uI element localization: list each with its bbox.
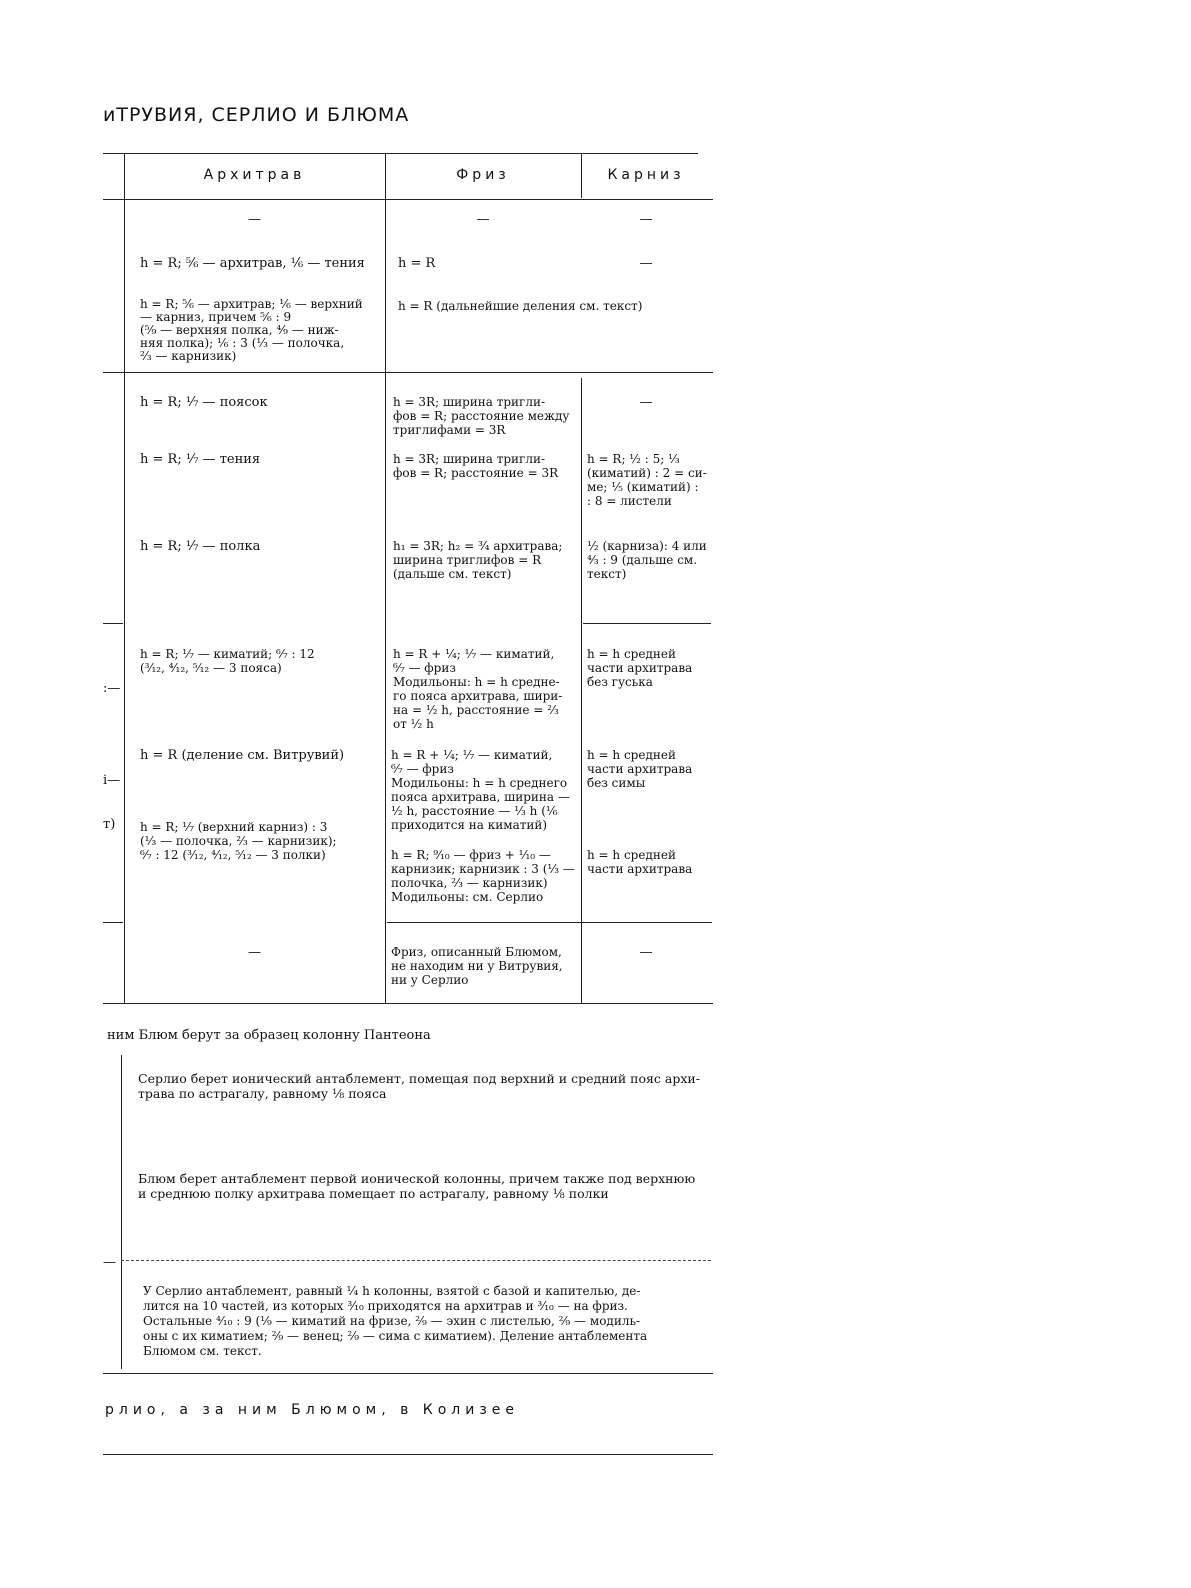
row-5-architrave: h = R; ¹⁄₇ — полка (140, 539, 261, 554)
caption-pantheon: ним Блюм берут за образец колонну Пантеона (107, 1028, 431, 1043)
row-6-architrave: h = R; ¹⁄₇ — киматий; ⁶⁄₇ : 12 (³⁄₁₂, ⁴⁄₁₂, ⁵⁄₁₂ — 3 пояса) (140, 647, 315, 675)
table-header-rule (103, 199, 713, 200)
row-7-frieze: h = R + ¹⁄₄; ¹⁄₇ — киматий, ⁶⁄₇ — фриз Модильоны: h = h среднего пояса архитрава, ширина — ½ h, расстояние — ¹⁄₃ h (¹⁄₆ приходится на киматий) (391, 748, 570, 832)
table-group-rule-2 (103, 623, 123, 624)
table-group-rule-3b (387, 922, 712, 923)
page-bottom-rule (103, 1454, 713, 1455)
row-0-cornice: — (639, 212, 653, 227)
page-title: иТРУВИЯ, СЕРЛИО И БЛЮМА (103, 104, 410, 126)
row-0-architrave: — (248, 212, 261, 227)
row-1-cornice: — (639, 256, 653, 271)
row-4-cornice: h = R; ½ : 5; ¹⁄₃ (киматий) : 2 = си- ме; ¹⁄₅ (киматий) : : 8 = листели (587, 452, 707, 508)
header-cornice: Карниз (607, 167, 685, 183)
row-8-architrave: h = R; ¹⁄₇ (верхний карниз) : 3 (¹⁄₃ — полочка, ²⁄₃ — карнизик); ⁶⁄₇ : 12 (³⁄₁₂, ⁴⁄₁₂, ⁵⁄₁₂ — 3 полки) (140, 820, 337, 862)
caption-colosseum: рлио, а за ним Блюмом, в Колизее (105, 1402, 520, 1418)
note-blum-ionic: Блюм берет антаблемент первой ионической колонны, причем также под верхнюю и среднюю полку архитрава помещает по астрагалу, равному ¹⁄₈ полки (138, 1171, 696, 1201)
row-8-cornice: h = h средней части архитрава (587, 848, 693, 876)
row-6-frieze: h = R + ¹⁄₄; ¹⁄₇ — киматий, ⁶⁄₇ — фриз Модильоны: h = h средне- го пояса архитрава, шири- на = ½ h, расстояние = ²⁄₃ от ½ h (393, 647, 563, 731)
row-3-architrave: h = R; ¹⁄₇ — поясок (140, 395, 268, 410)
margin-mark-3: т) (103, 817, 116, 832)
note-serlio-entablature: У Серлио антаблемент, равный ¹⁄₄ h колонны, взятой с базой и капителью, де- лится на 10 частей, из которых ³⁄₁₀ приходятся на архитрав и ³⁄₁₀ — на фриз. Остальные ⁴⁄₁₀ : 9 (¹⁄₉ — киматий на фризе, ²⁄₉ — эхин с листелью, ²⁄₉ — модиль- оны с их киматием; ²⁄₉ — венец; ²⁄₉ — сима с киматием). Деление антаблемента Блюмом см. текст. (143, 1284, 648, 1358)
row-9-architrave: — (248, 945, 261, 960)
table-col-divider-3b (581, 378, 582, 1003)
row-7-architrave: h = R (деление см. Витрувий) (140, 748, 345, 763)
margin-mark-2: і— (103, 773, 121, 788)
row-3-cornice: — (639, 395, 653, 410)
table-top-rule (103, 153, 698, 154)
row-5-cornice: ½ (карниза): 4 или ⁴⁄₃ : 9 (дальше см. текст) (587, 539, 707, 581)
row-7-cornice: h = h средней части архитрава без симы (587, 748, 693, 790)
notes-bottom-rule (103, 1373, 713, 1374)
row-0-frieze: — (476, 212, 490, 227)
header-frieze: Фриз (456, 167, 510, 183)
row-1-frieze: h = R (398, 256, 436, 271)
table-col-divider-1 (124, 153, 125, 1003)
notes-left-rule (121, 1055, 122, 1369)
header-architrave: Архитрав (203, 167, 306, 183)
row-2-architrave: h = R; ⁵⁄₆ — архитрав; ¹⁄₆ — верхний — карниз, причем ⁵⁄₆ : 9 (⁵⁄₉ — верхняя полка, ⁴⁄₉ — ниж- няя полка); ¹⁄₆ : 3 (¹⁄₃ — полочка, ²⁄₃ — карнизик) (140, 297, 363, 363)
table-group-rule-1 (103, 372, 713, 373)
row-8-frieze: h = R; ⁹⁄₁₀ — фриз + ¹⁄₁₀ — карнизик; карнизик : 3 (¹⁄₃ — полочка, ²⁄₃ — карнизик) Модильоны: см. Серлио (391, 848, 575, 904)
row-4-frieze: h = 3R; ширина тригли- фов = R; расстояние = 3R (393, 452, 559, 480)
row-6-cornice: h = h средней части архитрава без гуська (587, 647, 693, 689)
row-9-frieze: Фриз, описанный Блюмом, не находим ни у Витрувия, ни у Серлио (391, 945, 563, 987)
row-9-cornice: — (639, 945, 653, 960)
row-5-frieze: h₁ = 3R; h₂ = ³⁄₄ архитрава; ширина триглифов = R (дальше см. текст) (393, 539, 563, 581)
table-group-rule-2b (583, 623, 711, 624)
table-bottom-rule (103, 1003, 713, 1004)
notes-dashed-divider (121, 1260, 711, 1261)
row-4-architrave: h = R; ¹⁄₇ — тения (140, 452, 261, 467)
margin-mark-1: :— (103, 681, 121, 696)
row-3-frieze: h = 3R; ширина тригли- фов = R; расстояние между триглифами = 3R (393, 395, 570, 437)
notes-margin-mark: — (103, 1255, 116, 1270)
note-serlio-ionic: Серлио берет ионический антаблемент, помещая под верхний и средний пояс архи- трава по астрагалу, равному ¹⁄₈ пояса (138, 1071, 700, 1101)
row-2-frieze: h = R (дальнейшие деления см. текст) (398, 299, 643, 313)
table-group-rule-3 (103, 922, 123, 923)
table-col-divider-2 (385, 153, 386, 1003)
row-1-architrave: h = R; ⁵⁄₆ — архитрав, ¹⁄₆ — тения (140, 256, 365, 271)
